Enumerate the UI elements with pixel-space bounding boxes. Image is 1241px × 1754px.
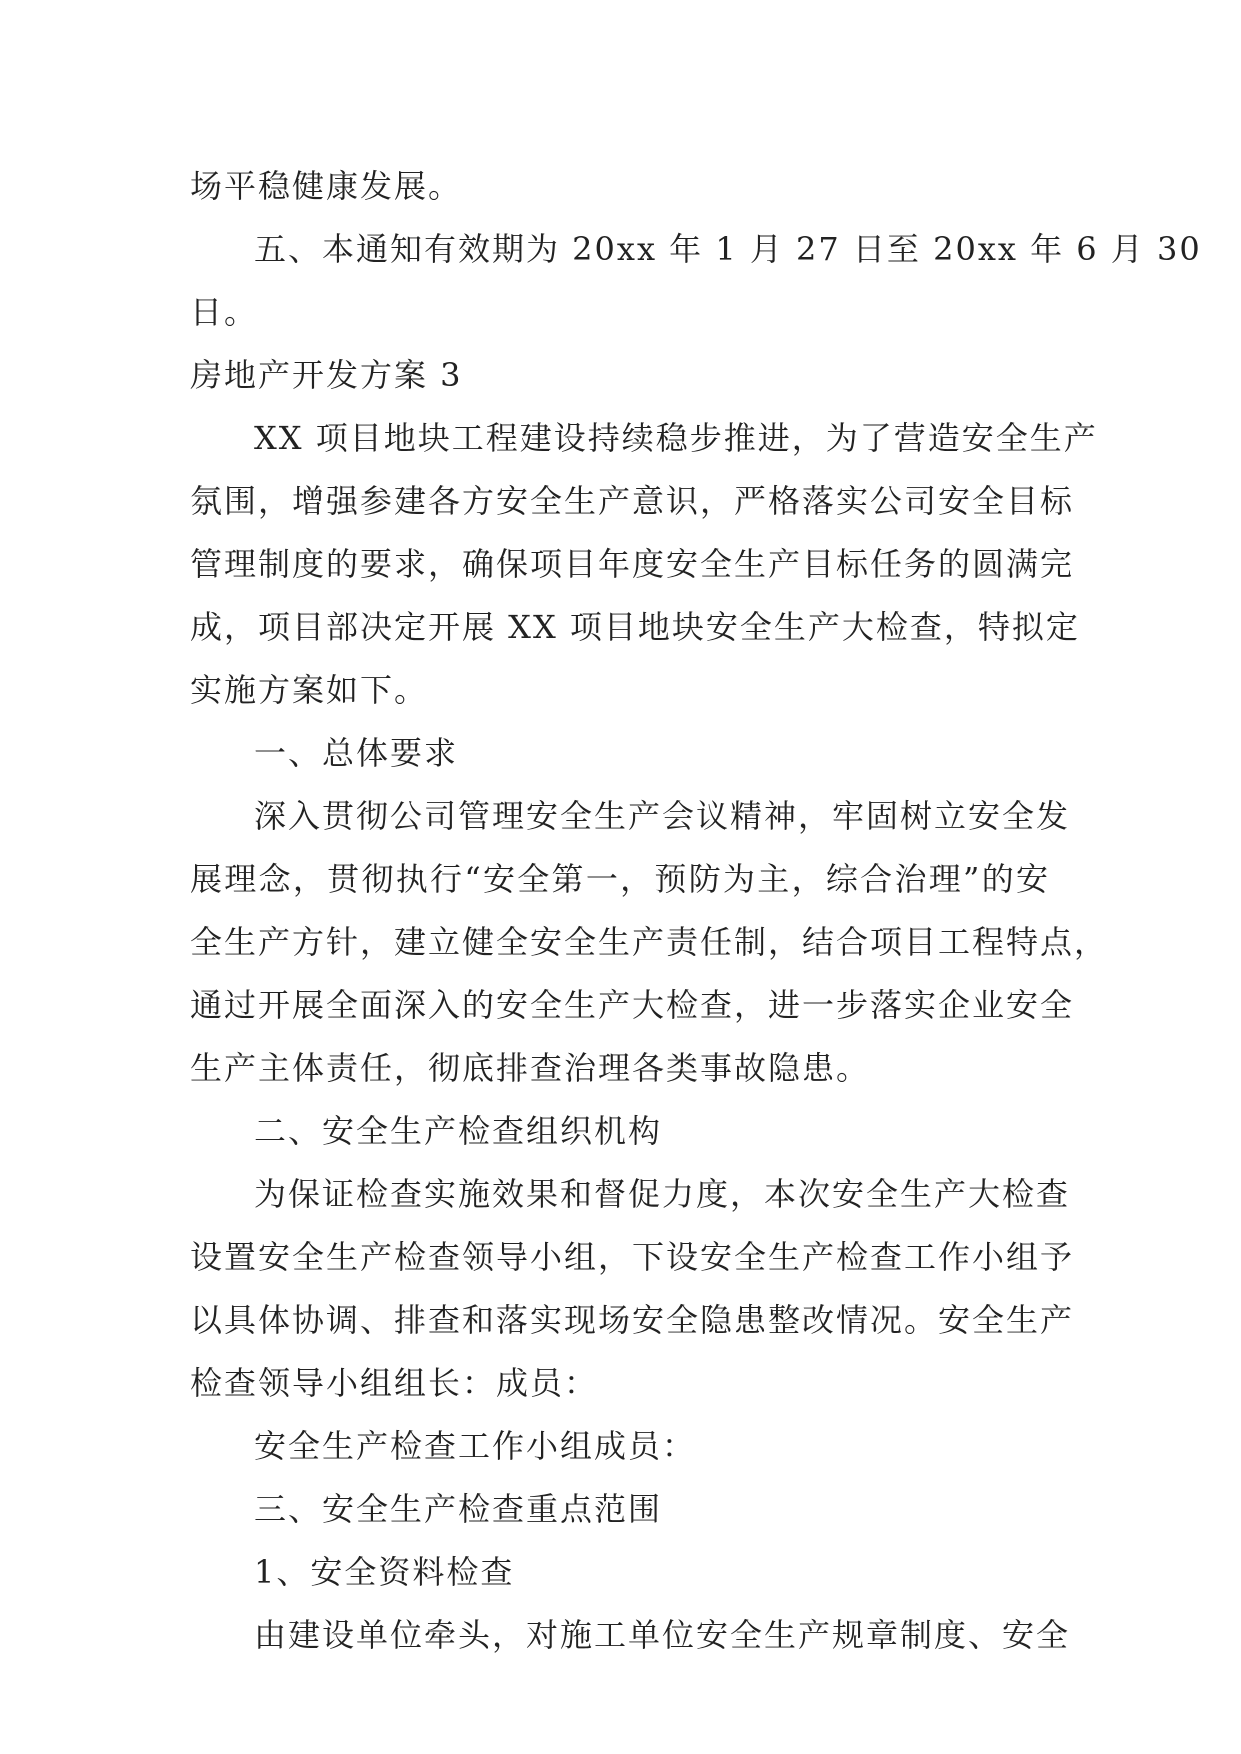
text-line: 设置安全生产检查领导小组，下设安全生产检查工作小组予 (190, 1238, 1075, 1276)
text-line: 日。 (190, 293, 259, 331)
text-line: 实施方案如下。 (190, 671, 429, 709)
document-body (190, 155, 1202, 1667)
text-line: 场平稳健康发展。 (190, 167, 463, 205)
heading-line: 三、安全生产检查重点范围 (254, 1490, 663, 1528)
heading-line: 二、安全生产检查组织机构 (254, 1112, 663, 1150)
text-line: 五、本通知有效期为 20xx 年 1 月 27 日至 20xx 年 6 月 30 (254, 230, 1202, 268)
text-line: 成，项目部决定开展 XX 项目地块安全生产大检查，特拟定 (190, 608, 1080, 646)
heading-line: 1、安全资料检查 (254, 1553, 515, 1591)
text-line: 为保证检查实施效果和督促力度，本次安全生产大检查 (254, 1175, 1071, 1213)
text-line: XX 项目地块工程建设持续稳步推进，为了营造安全生产 (254, 419, 1098, 457)
text-line: 以具体协调、排查和落实现场安全隐患整改情况。安全生产 (190, 1301, 1075, 1339)
text-line: 展理念，贯彻执行“安全第一，预防为主，综合治理”的安 (190, 860, 1050, 898)
text-line: 由建设单位牵头，对施工单位安全生产规章制度、安全 (254, 1616, 1071, 1654)
heading-line: 一、总体要求 (254, 734, 459, 772)
text-line: 氛围，增强参建各方安全生产意识，严格落实公司安全目标 (190, 482, 1075, 520)
section-title: 房地产开发方案 3 (190, 356, 463, 394)
text-line: 通过开展全面深入的安全生产大检查，进一步落实企业安全 (190, 986, 1075, 1024)
text-line: 管理制度的要求，确保项目年度安全生产目标任务的圆满完 (190, 545, 1075, 583)
text-line: 安全生产检查工作小组成员： (254, 1427, 697, 1465)
text-line: 检查领导小组组长：成员： (190, 1364, 599, 1402)
text-line: 深入贯彻公司管理安全生产会议精神，牢固树立安全发 (254, 797, 1071, 835)
text-line: 生产主体责任，彻底排查治理各类事故隐患。 (190, 1049, 871, 1087)
text-line: 全生产方针，建立健全安全生产责任制，结合项目工程特点， (190, 923, 1109, 961)
